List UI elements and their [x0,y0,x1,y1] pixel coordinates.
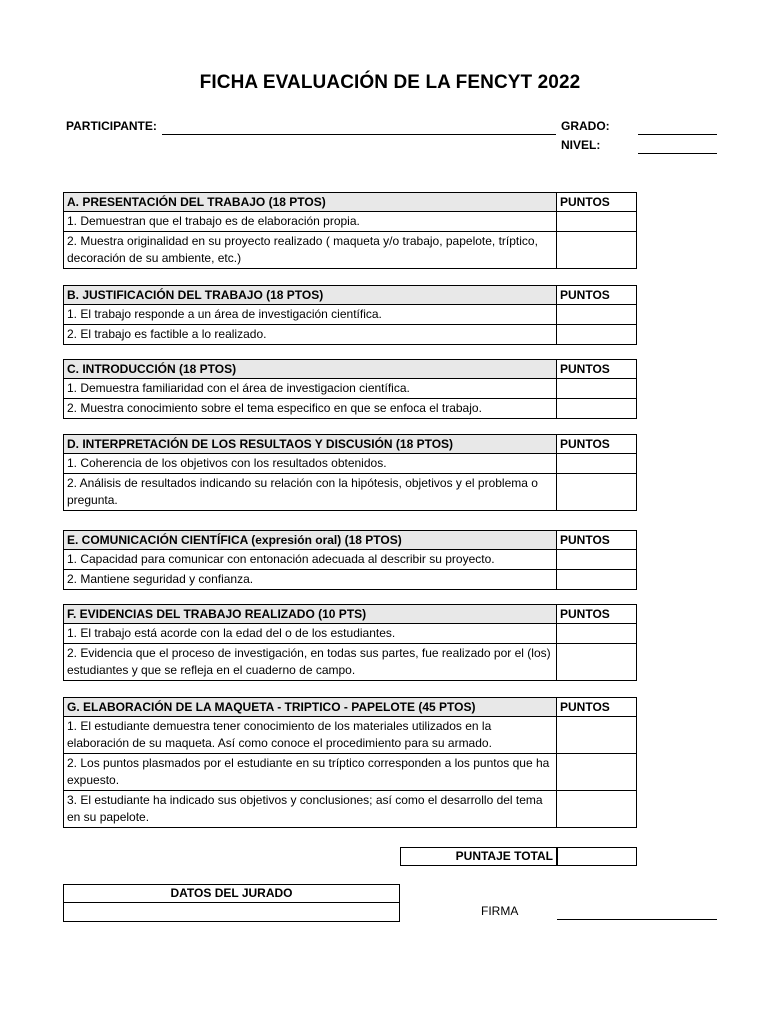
points-header: PUNTOS [557,698,637,717]
criterion-row [64,305,637,325]
criterion-row [64,232,637,269]
score-cell[interactable] [557,212,637,232]
score-cell[interactable] [557,550,637,570]
points-header: PUNTOS [557,531,637,550]
nivel-label: NIVEL: [561,138,601,152]
score-cell[interactable] [557,754,637,791]
total-score-cell[interactable] [556,847,637,866]
criterion-text: 1. El estudiante demuestra tener conocimiento de los materiales utilizados en la elaboración de su maqueta. Así como conoce el procedimiento para su armado. [64,717,557,754]
criterion-row [64,379,637,399]
criterion-row [64,570,637,590]
criterion-row [64,454,637,474]
section-title: F. EVIDENCIAS DEL TRABAJO REALIZADO (10 PTS) [64,605,557,624]
criterion-row [64,754,637,791]
score-cell[interactable] [557,791,637,828]
section-e-table [63,530,637,590]
criterion-row [64,791,637,828]
criterion-row [64,325,637,345]
criterion-text: 2. Muestra conocimiento sobre el tema especifico en que se enfoca el trabajo. [64,399,557,419]
grado-field[interactable] [638,134,717,135]
section-f-table [63,604,637,681]
section-header [64,286,637,305]
total-label: PUNTAJE TOTAL [400,847,558,866]
score-cell[interactable] [557,325,637,345]
criterion-row [64,717,637,754]
criterion-text: 2. Evidencia que el proceso de investigación, en todas sus partes, fue realizado por el (los) estudiantes y que se refleja en el cuaderno de campo. [64,644,557,681]
points-header: PUNTOS [557,605,637,624]
page-title: FICHA EVALUACIÓN DE LA FENCYT 2022 [199,72,581,93]
grado-label: GRADO: [561,119,610,133]
points-header: PUNTOS [557,286,637,305]
score-cell[interactable] [557,232,637,269]
criterion-text: 2. Muestra originalidad en su proyecto realizado ( maqueta y/o trabajo, papelote, tríptico, decoración de su ambiente, etc.) [64,232,557,269]
score-cell[interactable] [557,379,637,399]
criterion-text: 2. Análisis de resultados indicando su relación con la hipótesis, objetivos y el problema o pregunta. [64,474,557,511]
section-b-table [63,285,637,345]
section-g-table [63,697,637,828]
section-title: D. INTERPRETACIÓN DE LOS RESULTAOS Y DISCUSIÓN (18 PTOS) [64,435,557,454]
section-header [64,435,637,454]
points-header: PUNTOS [557,435,637,454]
criterion-text: 1. Demuestra familiaridad con el área de investigacion científica. [64,379,557,399]
score-cell[interactable] [557,570,637,590]
criterion-row [64,474,637,511]
jurado-header: DATOS DEL JURADO [63,884,400,903]
section-header [64,193,637,212]
score-cell[interactable] [557,399,637,419]
section-header [64,531,637,550]
section-d-table [63,434,637,511]
participante-label: PARTICIPANTE: [66,119,157,133]
criterion-text: 2. Mantiene seguridad y confianza. [64,570,557,590]
score-cell[interactable] [557,644,637,681]
section-title: E. COMUNICACIÓN CIENTÍFICA (expresión oral) (18 PTOS) [64,531,557,550]
criterion-text: 1. El trabajo responde a un área de investigación científica. [64,305,557,325]
criterion-text: 2. Los puntos plasmados por el estudiante en su tríptico corresponden a los puntos que ha expuesto. [64,754,557,791]
section-title: A. PRESENTACIÓN DEL TRABAJO (18 PTOS) [64,193,557,212]
score-cell[interactable] [557,305,637,325]
score-cell[interactable] [557,717,637,754]
section-title: B. JUSTIFICACIÓN DEL TRABAJO (18 PTOS) [64,286,557,305]
points-header: PUNTOS [557,360,637,379]
criterion-text: 1. El trabajo está acorde con la edad del o de los estudiantes. [64,624,557,644]
section-a-table [63,192,637,269]
criterion-text: 1. Demuestran que el trabajo es de elaboración propia. [64,212,557,232]
firma-line[interactable] [557,919,717,920]
firma-label: FIRMA [481,904,519,918]
section-title: C. INTRODUCCIÓN (18 PTOS) [64,360,557,379]
section-header [64,605,637,624]
criterion-text: 1. Capacidad para comunicar con entonación adecuada al describir su proyecto. [64,550,557,570]
nivel-field[interactable] [638,153,717,154]
criterion-row [64,212,637,232]
criterion-text: 2. El trabajo es factible a lo realizado. [64,325,557,345]
criterion-text: 1. Coherencia de los objetivos con los resultados obtenidos. [64,454,557,474]
section-header [64,360,637,379]
section-header [64,698,637,717]
criterion-row [64,644,637,681]
jurado-field[interactable] [63,902,400,922]
score-cell[interactable] [557,624,637,644]
criterion-row [64,399,637,419]
criterion-text: 3. El estudiante ha indicado sus objetivos y conclusiones; así como el desarrollo del tema en su papelote. [64,791,557,828]
section-c-table [63,359,637,419]
participante-field[interactable] [162,134,556,135]
criterion-row [64,550,637,570]
points-header: PUNTOS [557,193,637,212]
score-cell[interactable] [557,474,637,511]
criterion-row [64,624,637,644]
score-cell[interactable] [557,454,637,474]
section-title: G. ELABORACIÓN DE LA MAQUETA - TRIPTICO - PAPELOTE (45 PTOS) [64,698,557,717]
